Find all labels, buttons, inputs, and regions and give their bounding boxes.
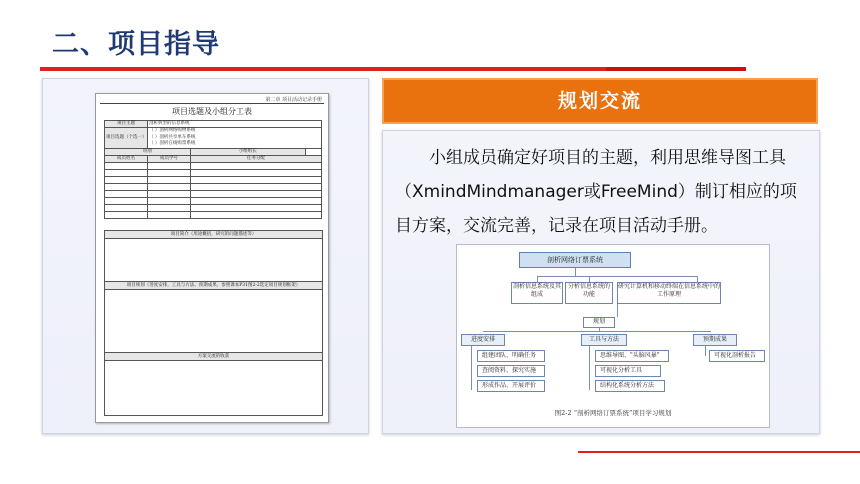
col-member-id: 成员学号 bbox=[148, 156, 191, 163]
choice-label: 项目选题（个选一） bbox=[105, 128, 148, 149]
choice-item: （ ）剖析网络购物系统 bbox=[149, 128, 196, 133]
form-document bbox=[95, 93, 329, 423]
plan-diagram bbox=[456, 244, 770, 428]
record-header: 方案交流的收获 bbox=[105, 353, 322, 361]
connector bbox=[575, 268, 576, 276]
connector bbox=[471, 346, 472, 390]
form-panel bbox=[42, 78, 369, 434]
topic-value: 剖析典型的信息系统 bbox=[148, 121, 322, 128]
leaf-tools: 可视化分析工具 bbox=[595, 365, 661, 377]
leaf-progress: 组建团队、明确任务 bbox=[477, 350, 545, 362]
connector bbox=[483, 331, 711, 332]
table-row bbox=[105, 163, 322, 170]
table-row bbox=[105, 191, 322, 198]
table-row bbox=[105, 184, 322, 191]
leaf-tools: 结构化系统分析方法 bbox=[595, 380, 665, 392]
intro-header: 项目简介（用途概括，研究的问题描述等） bbox=[105, 231, 322, 239]
decorative-rule bbox=[578, 451, 860, 453]
title-underline bbox=[40, 67, 746, 71]
form-header: 第二章 项目活动记录手册 bbox=[265, 97, 322, 103]
table-row bbox=[105, 205, 322, 212]
form-table bbox=[104, 120, 322, 219]
choice-item: （ ）剖析在线购票系统 bbox=[149, 141, 196, 146]
leaf-progress: 形成作品、开展评价 bbox=[477, 380, 545, 392]
connector bbox=[599, 328, 600, 331]
leaf-tools: 思维导图、"头脑风暴" bbox=[595, 350, 669, 362]
record-box bbox=[104, 352, 323, 416]
table-row bbox=[105, 212, 322, 219]
paragraph-text: 小组成员确定好项目的主题，利用思维导图工具（XmindMindmanager或FreeMind）制订相应的项目方案，交流完善，记录在项目活动手册。 bbox=[395, 148, 797, 236]
choice-item: （ ）剖析共享单车系统 bbox=[149, 134, 196, 140]
diagram-node: 剖析信息系统及其组成 bbox=[511, 282, 563, 304]
col-task: 任务分配 bbox=[191, 156, 322, 163]
form-header-rule bbox=[100, 103, 324, 104]
diagram-caption: 图2-2 “剖析网络订票系统”项目学习规划 bbox=[554, 409, 672, 417]
form-title: 项目选题及小组分工表 bbox=[172, 107, 252, 116]
topic-label: 项目主题 bbox=[105, 121, 148, 128]
connector bbox=[705, 346, 706, 356]
leader-label: 小组组长 bbox=[191, 149, 306, 156]
diagram-root: 剖析网络订票系统 bbox=[519, 252, 631, 268]
category-tools: 工具与方法 bbox=[581, 334, 627, 346]
col-member-name: 成员姓名 bbox=[105, 156, 148, 163]
intro-box bbox=[104, 230, 323, 282]
diagram-node: 研究计算机和移动终端在信息系统中的工作原理 bbox=[617, 282, 721, 304]
table-row bbox=[105, 170, 322, 177]
diagram-center: 规划 bbox=[583, 317, 615, 328]
plan-box bbox=[104, 281, 323, 353]
leaf-progress: 查阅资料、探究实施 bbox=[477, 365, 545, 377]
group-label: 班别 bbox=[105, 149, 191, 156]
diagram-node: 分析信息系统的功能 bbox=[565, 282, 613, 304]
leaf-results: 可视化剖析报告 bbox=[709, 350, 765, 362]
table-row bbox=[105, 198, 322, 205]
plan-header: 项目规划（进度安排，工具与方法、预期成果，参照课本P31图2-2选定项目规划框架） bbox=[105, 282, 322, 290]
connector bbox=[537, 276, 697, 277]
body-paragraph bbox=[395, 141, 809, 243]
connector bbox=[589, 346, 590, 390]
connector bbox=[617, 304, 618, 317]
category-results: 预期成果 bbox=[693, 334, 737, 346]
slide-title: 二、项目指导 bbox=[52, 29, 220, 60]
table-row bbox=[105, 177, 322, 184]
section-banner: 规划交流 bbox=[382, 78, 818, 124]
category-progress: 进度安排 bbox=[461, 334, 505, 346]
